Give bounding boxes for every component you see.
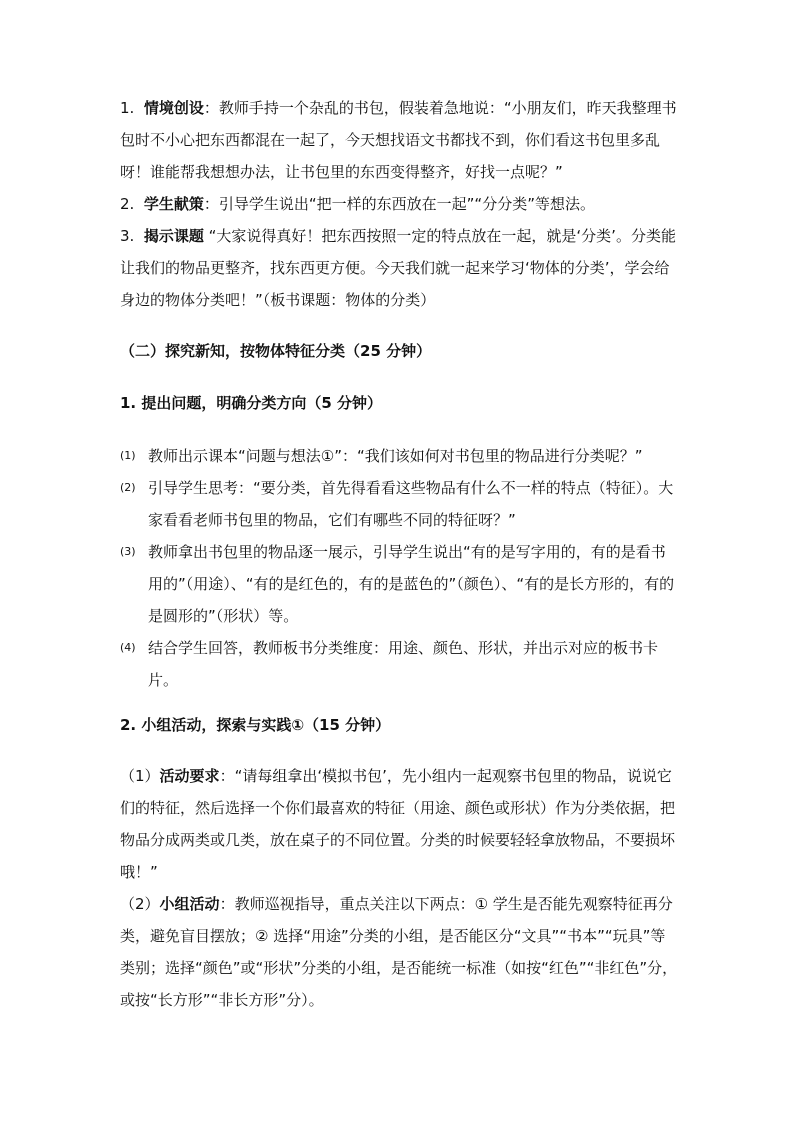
- list-item: [120, 472, 680, 536]
- activity-item-2: [120, 888, 680, 1016]
- list-item-text: 教师出示课本“问题与想法①”：“我们该如何对书包里的物品进行分类呢？”: [148, 447, 643, 465]
- list-item: [120, 632, 680, 696]
- intro-item-label: 情境创设: [143, 99, 204, 117]
- activity-item-1: [120, 760, 680, 888]
- intro-item-label: 揭示课题: [143, 227, 204, 245]
- intro-item-3: 3. 揭示课题 “大家说得真好！把东西按照一定的特点放在一起，就是‘分类’。分类能让我们的物品更整齐，找东西更方便。今天我们就一起来学习‘物体的分类’，学会给身边的物体分类吧！”（板书课题：物体的分类）: [120, 227, 676, 309]
- intro-item-label: 学生献策: [143, 195, 204, 213]
- section-heading: （二）探究新知，按物体特征分类（25 分钟）: [120, 342, 432, 360]
- activity-label: 小组活动: [159, 895, 220, 913]
- list-item-text: 结合学生回答，教师板书分类维度：用途、颜色、形状，并出示对应的板书卡片。: [148, 639, 659, 689]
- list-item-number: (3): [120, 545, 136, 558]
- activity-label: 活动要求: [159, 767, 220, 785]
- list-item: [120, 440, 680, 472]
- list-item-number: (1): [120, 449, 136, 462]
- subsection-heading-2: 2. 小组活动，探索与实践①（15 分钟）: [120, 716, 391, 734]
- list-item: [120, 536, 680, 632]
- list-item-text: 引导学生思考：“要分类，首先得看看这些物品有什么不一样的特点（特征）。大家看看老师书包里的物品，它们有哪些不同的特征呀？”: [148, 479, 674, 529]
- activity-text: ：教师巡视指导，重点关注以下两点：① 学生是否能先观察特征再分类，避免盲目摆放；② 选择“用途”分类的小组，是否能区分“文具”“书本”“玩具”等类别；选择“颜色”或“形状”分类的小组，是否能统一标准（如按“红色”“非红色”分，或按“长方形”“非长方形”分）。: [120, 895, 678, 1009]
- intro-item-text: ：教师手持一个杂乱的书包，假装着急地说：“小朋友们，昨天我整理书包时不小心把东西都混在一起了，今天想找语文书都找不到，你们看这书包里多乱呀！谁能帮我想想办法，让书包里的东西变得整齐，好找一点呢？”: [120, 99, 677, 181]
- activity-list: [120, 760, 680, 1016]
- intro-item-2: 2. 学生献策：引导学生说出“把一样的东西放在一起”“分分类”等想法。: [120, 195, 595, 213]
- list-item-number: (4): [120, 641, 136, 654]
- activity-prefix: （2）: [120, 895, 160, 913]
- intro-list: [120, 92, 680, 316]
- intro-item-text: “大家说得真好！把东西按照一定的特点放在一起，就是‘分类’。分类能让我们的物品更整齐，找东西更方便。今天我们就一起来学习‘物体的分类’，学会给身边的物体分类吧！”（板书课题：物体的分类）: [120, 227, 676, 309]
- intro-item-1: 1. 情境创设：教师手持一个杂乱的书包，假装着急地说：“小朋友们，昨天我整理书包时不小心把东西都混在一起了，今天想找语文书都找不到，你们看这书包里多乱呀！谁能帮我想想办法，让书包里的东西变得整齐，好找一点呢？”: [120, 99, 677, 181]
- activity-text: ：“请每组拿出‘模拟书包’，先小组内一起观察书包里的物品，说说它们的特征，然后选择一个你们最喜欢的特征（用途、颜色或形状）作为分类依据，把物品分成两类或几类，放在桌子的不同位置。分类的时候要轻轻拿放物品，不要损坏哦！”: [120, 767, 676, 881]
- question-list: [120, 440, 680, 696]
- list-item-number: (2): [120, 481, 136, 494]
- list-item-text: 教师拿出书包里的物品逐一展示，引导学生说出“有的是写字用的，有的是看书用的”（用途）、“有的是红色的，有的是蓝色的”（颜色）、“有的是长方形的，有的是圆形的”（形状）等。: [148, 543, 675, 625]
- subsection-heading-1: 1. 提出问题，明确分类方向（5 分钟）: [120, 394, 383, 412]
- intro-item-text: ：引导学生说出“把一样的东西放在一起”“分分类”等想法。: [203, 195, 595, 213]
- activity-prefix: （1）: [120, 767, 160, 785]
- document-page: [120, 92, 680, 1016]
